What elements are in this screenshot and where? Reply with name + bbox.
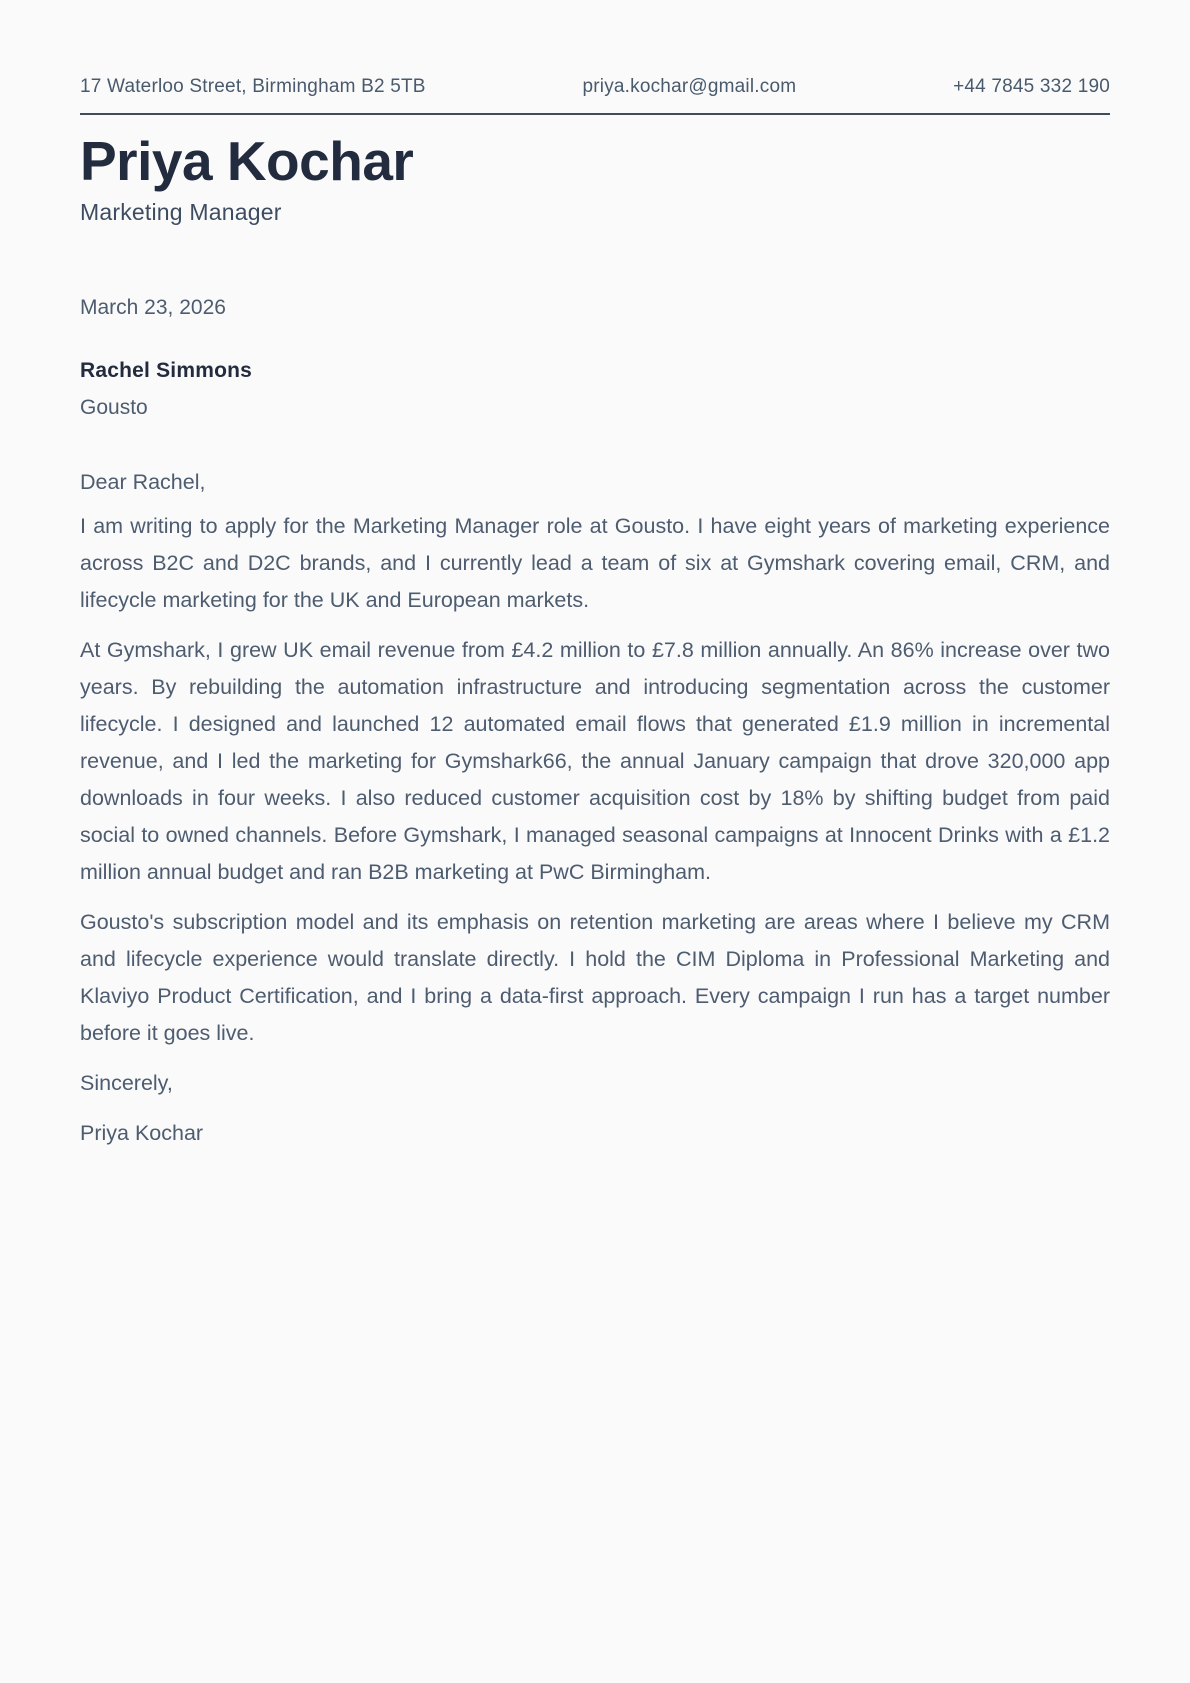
paragraph: At Gymshark, I grew UK email revenue from £4.2 million to £7.8 million annually. An 86% increase over two years. By rebuilding the automation infrastructure and introducing segmentation across the customer lifecycle. I designed and launched 12 automated email flows that generated £1.9 million in incremental revenue, and I led the marketing for Gymshark66, the annual January campaign that drove 320,000 app downloads in four weeks. I also reduced customer acquisition cost by 18% by shifting budget from paid social to owned channels. Before Gymshark, I managed seasonal campaigns at Innocent Drinks with a £1.2 million annual budget and ran B2B marketing at PwC Birmingham.	[80, 637, 1110, 884]
paragraph: I am writing to apply for the Marketing Manager role at Gousto. I have eight years of marketing experience across B2C and D2C brands, and I currently lead a team of six at Gymshark covering email, CRM, and lifecycle marketing for the UK and European markets.	[80, 513, 1110, 612]
greeting: Dear Rachel,	[80, 469, 206, 494]
contact-phone: +44 7845 332 190	[953, 76, 1110, 97]
contact-header	[80, 76, 1110, 98]
letter-body	[80, 470, 1110, 1152]
recipient-block	[80, 359, 1110, 420]
recipient-company: Gousto	[80, 395, 148, 419]
recipient-name: Rachel Simmons	[80, 358, 253, 382]
signature: Priya Kochar	[80, 1120, 204, 1145]
header-divider	[80, 113, 1110, 115]
contact-email: priya.kochar@gmail.com	[582, 76, 797, 97]
job-title: Marketing Manager	[80, 198, 282, 225]
signoff: Sincerely,	[80, 1070, 173, 1095]
letter-date: March 23, 2026	[80, 295, 226, 319]
contact-address: 17 Waterloo Street, Birmingham B2 5TB	[80, 76, 426, 97]
page-title: Priya Kochar	[80, 130, 414, 192]
paragraph: Gousto's subscription model and its emphasis on retention marketing are areas where I believe my CRM and lifecycle experience would translate directly. I hold the CIM Diploma in Professional Marketing and Klaviyo Product Certification, and I bring a data-first approach. Every campaign I run has a target number before it goes live.	[80, 909, 1110, 1045]
